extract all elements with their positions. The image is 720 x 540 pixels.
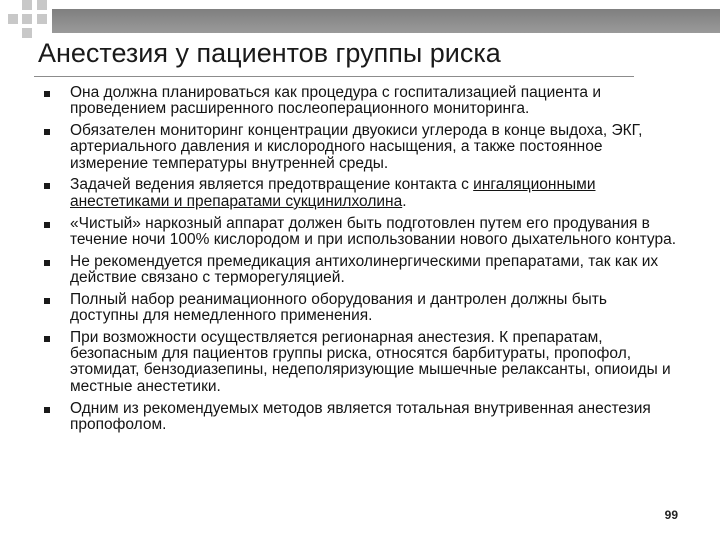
list-item [38, 401, 678, 434]
decor-square [8, 14, 18, 24]
header-decoration [0, 0, 720, 40]
square-bullet-icon [44, 336, 50, 342]
bullet-text: Одним из рекомендуемых методов является тотальная внутривенная анестезия пропофолом. [70, 399, 651, 433]
square-bullet-icon [44, 91, 50, 97]
header-bar [52, 9, 720, 33]
slide-title: Анестезия у пациентов группы риска [38, 38, 501, 68]
bullet-text: Она должна планироваться как процедура с госпитализацией пациента и проведением расширенного послеоперационного мониторинга. [70, 84, 601, 118]
square-bullet-icon [44, 222, 50, 228]
square-bullet-icon [44, 183, 50, 189]
list-item [38, 330, 678, 395]
page-number: 99 [664, 508, 678, 522]
bullet-list [38, 85, 678, 439]
list-item [38, 254, 678, 287]
bullet-text-start: Задачей ведения является предотвращение контакта с [70, 176, 474, 194]
bullet-text [70, 177, 678, 210]
bullet-text: При возможности осуществляется регионарная анестезия. К препаратам, безопасным для пациентов группы риска, относятся барбитураты, пропофол, этомидат, бензодиазепины, недеполяризующие мышечные релаксанты, опиоиды и местные анестетики. [70, 328, 671, 395]
list-item [38, 123, 678, 172]
bullet-text: «Чистый» наркозный аппарат должен быть подготовлен путем его продувания в течение ночи 100% кислородом и при использовании нового дыхательного контура. [70, 214, 677, 248]
decor-square [22, 28, 32, 38]
decor-square [22, 14, 32, 24]
underlined-phrase: ингаляционными анестетиками и препаратами сукцинилхолина [70, 176, 596, 210]
bullet-text: Полный набор реанимационного оборудования и дантролен должны быть доступны для немедленного применения. [70, 290, 607, 325]
list-item [38, 216, 678, 249]
square-bullet-icon [44, 129, 50, 135]
square-bullet-icon [44, 407, 50, 413]
bullet-text: Обязателен мониторинг концентрации двуокиси углерода в конце выдоха, ЭКГ, артериального давления и кислородного насыщения, а также постоянное измерение температуры внутренней среды. [70, 122, 643, 172]
decor-square [22, 0, 32, 10]
decor-square [37, 0, 47, 10]
title-divider [34, 76, 634, 77]
square-bullet-icon [44, 298, 50, 304]
list-item [38, 292, 678, 325]
list-item [38, 85, 678, 118]
square-bullet-icon [44, 260, 50, 266]
bullet-text-end: . [402, 192, 407, 210]
decor-square [37, 14, 47, 24]
bullet-text: Не рекомендуется премедикация антихолинергическими препаратами, так как их действие связано с терморегуляцией. [70, 252, 659, 286]
list-item [38, 177, 678, 210]
